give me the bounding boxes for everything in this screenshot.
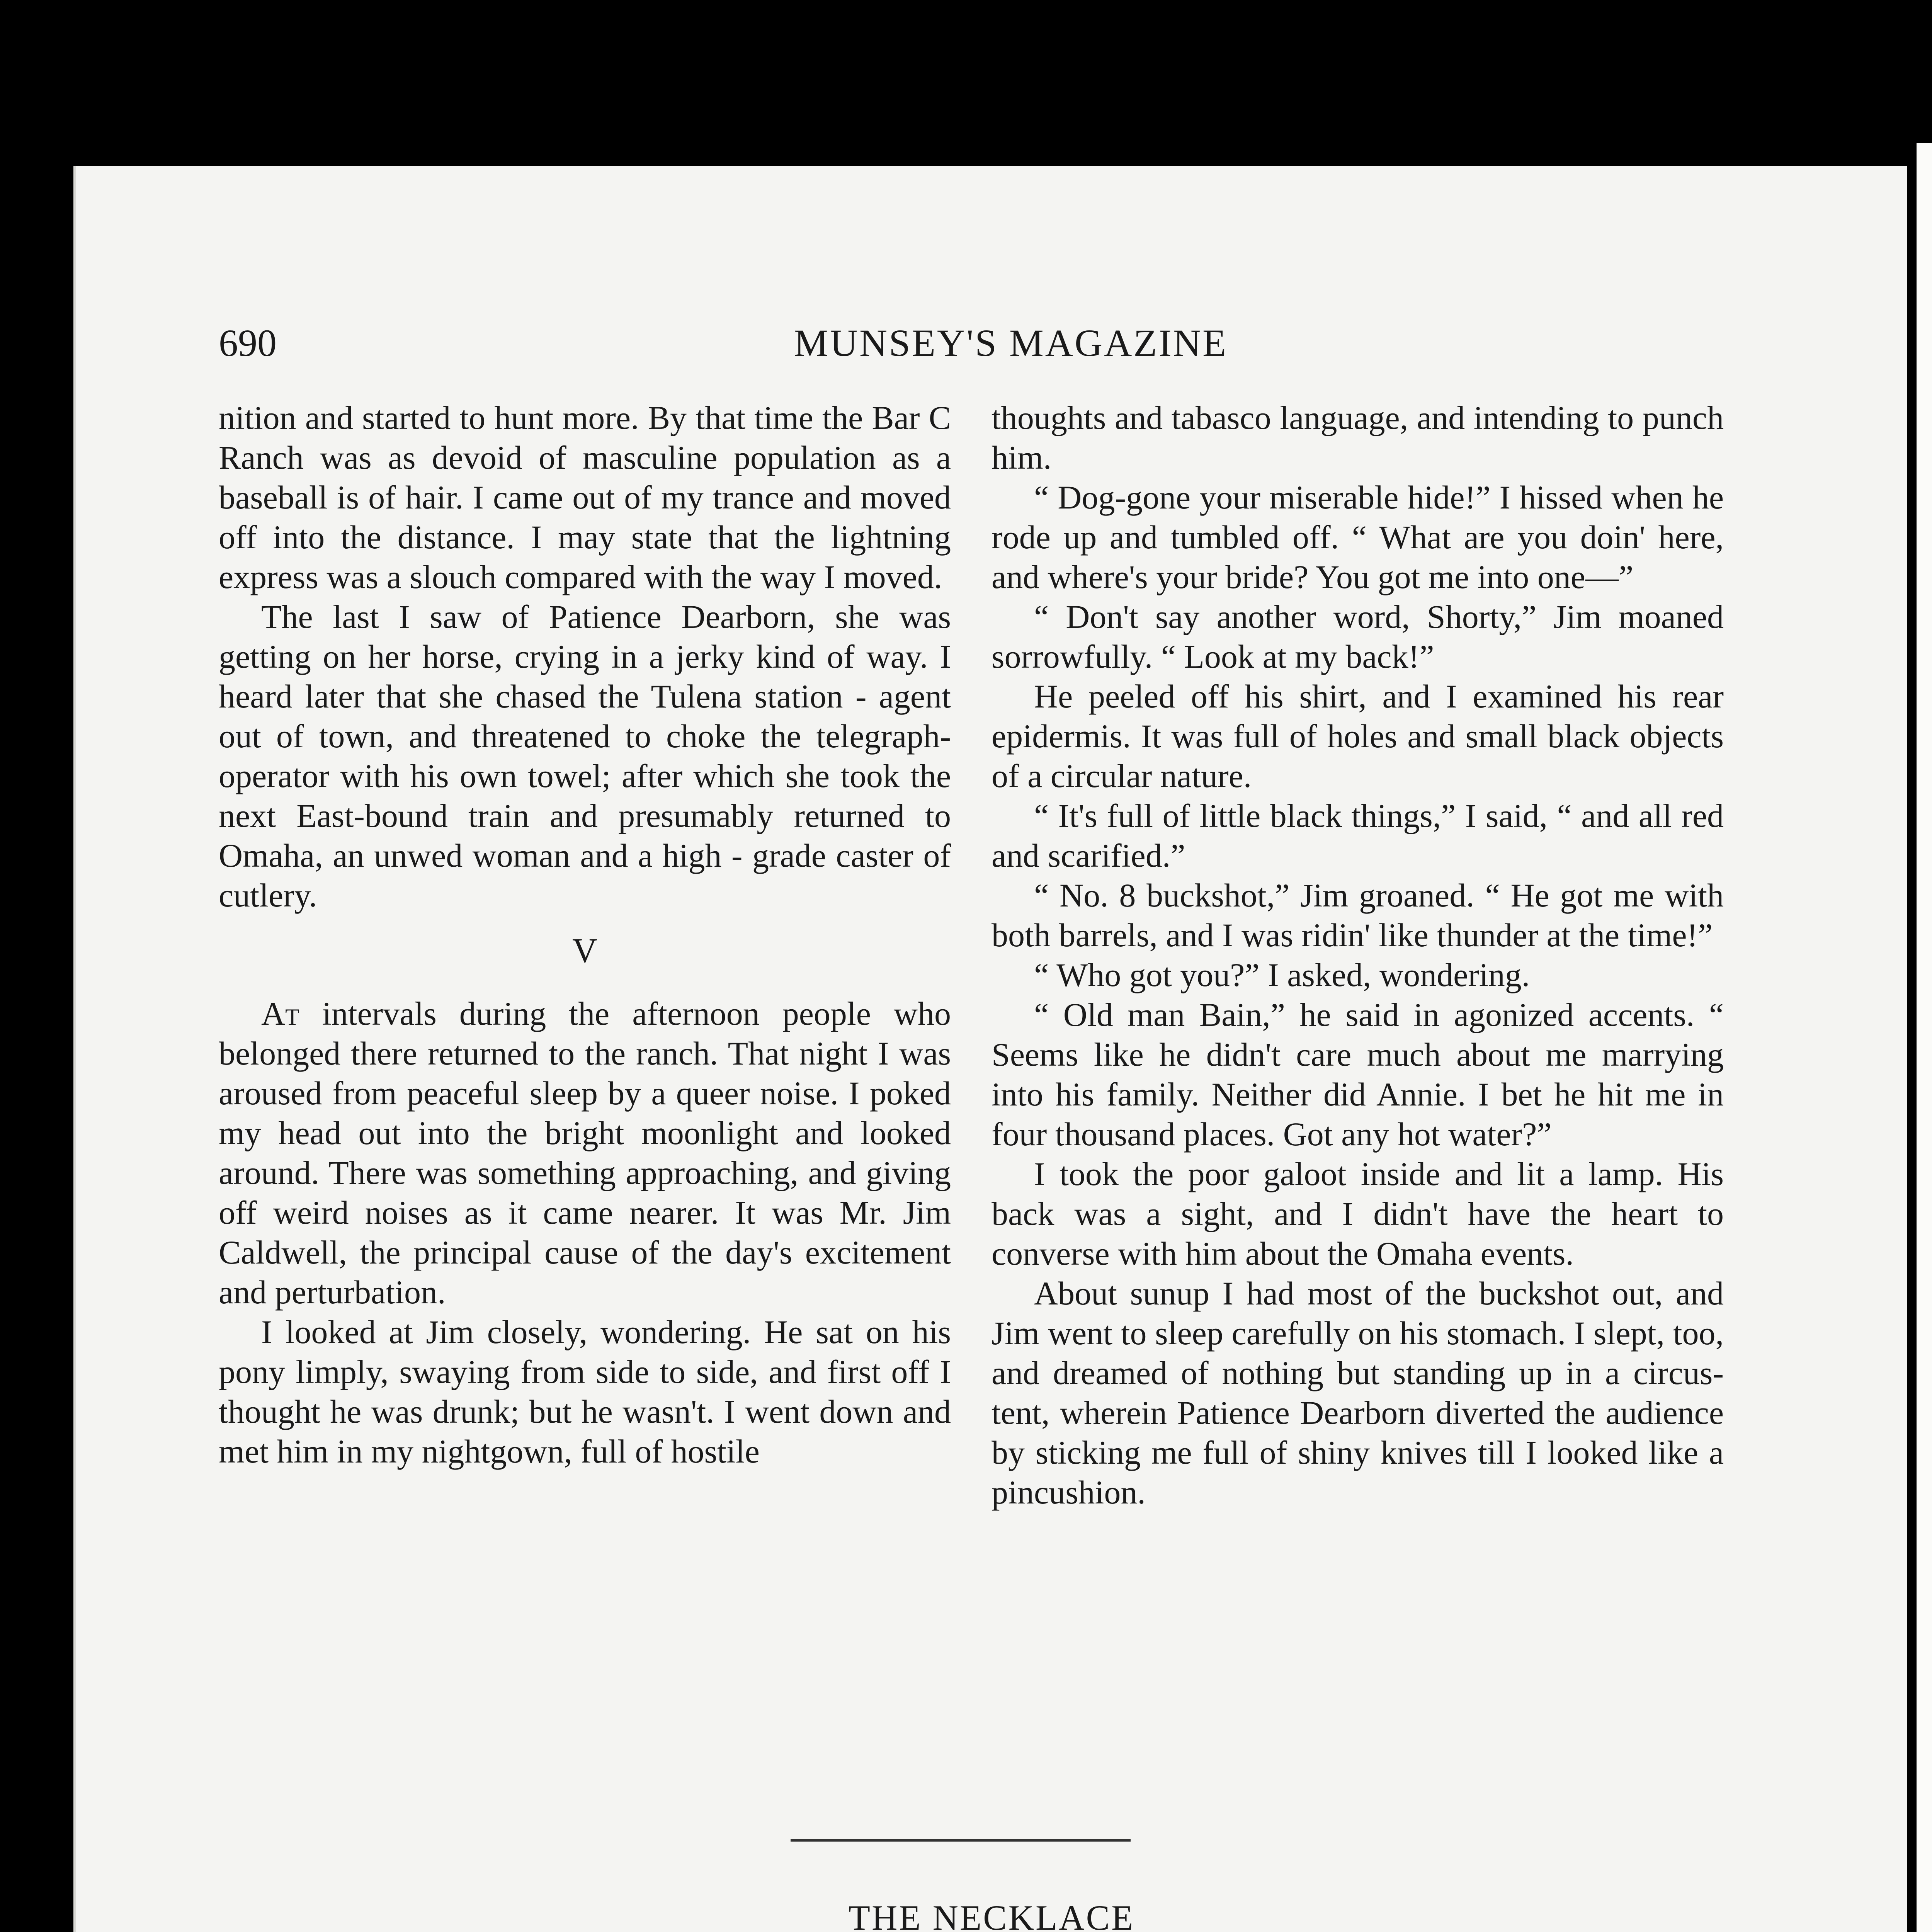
left-column <box>219 398 951 1471</box>
paragraph: About sunup I had most of the buckshot out, and Jim went to sleep carefully on his stomach. I slept, too, and dreamed of nothing but standing up in a circus-tent, wherein Patience Dearborn diverted the audience by sticking me full of shiny knives till I looked like a pincushion. <box>992 1275 1724 1511</box>
drop-lead-word: At <box>261 995 299 1032</box>
poem-title: THE NECKLACE <box>848 1898 1135 1932</box>
paragraph: “ Dog-gone your miserable hide!” I hissed when he rode up and tumbled off. “ What are you doin' here, and where's your bride? You got me into one—” <box>992 479 1724 595</box>
paragraph: “ Who got you?” I asked, wondering. <box>1034 956 1530 993</box>
paragraph: “ No. 8 buckshot,” Jim groaned. “ He got me with both barrels, and I was ridin' like thunder at the time!” <box>992 877 1724 954</box>
paragraph: “ Don't say another word, Shorty,” Jim moaned sorrowfully. “ Look at my back!” <box>992 598 1724 675</box>
paragraph: He peeled off his shirt, and I examined his rear epidermis. It was full of holes and small black objects of a circular nature. <box>992 678 1724 794</box>
paragraph: thoughts and tabasco language, and intending to punch him. <box>992 399 1724 476</box>
section-heading: V <box>572 932 597 970</box>
paragraph: I looked at Jim closely, wondering. He sat on his pony limply, swaying from side to side, and first off I thought he was drunk; but he wasn't. I went down and met him in my nightgown, full of hostile <box>219 1313 951 1470</box>
magazine-page <box>73 166 1907 1932</box>
right-column <box>992 398 1724 1512</box>
adjacent-page-edge <box>1917 143 1932 1932</box>
running-head <box>219 321 1803 375</box>
paragraph: “ It's full of little black things,” I said, “ and all red and scarified.” <box>992 797 1724 874</box>
paragraph: nition and started to hunt more. By that time the Bar C Ranch was as devoid of masculine population as a baseball is of hair. I came out of my trance and moved off into the distance. I may state that the lightning express was a slouch compared with the way I moved. <box>219 399 951 595</box>
divider-rule <box>791 1839 1131 1842</box>
paragraph: The last I saw of Patience Dearborn, she was getting on her horse, crying in a jerky kind of way. I heard later that she chased the Tulena station - agent out of town, and threatened to choke the telegraph-operator with his own towel; after which she took the next East-bound train and presumably returned to Omaha, an unwed woman and a high - grade caster of cutlery. <box>219 598 951 914</box>
magazine-title: MUNSEY'S MAGAZINE <box>794 321 1228 364</box>
paragraph <box>219 994 951 1312</box>
page-number: 690 <box>219 321 277 364</box>
paragraph: “ Old man Bain,” he said in agonized accents. “ Seems like he didn't care much about me marrying into his family. Neither did Annie. I bet he hit me in four thousand places. Got any hot water?” <box>992 996 1724 1153</box>
paragraph: I took the poor galoot inside and lit a lamp. His back was a sight, and I didn't have the heart to converse with him about the Omaha events. <box>992 1155 1724 1272</box>
paragraph-text: intervals during the afternoon people who belonged there returned to the ranch. That night I was aroused from peaceful sleep by a queer noise. I poked my head out into the bright moonlight and looked around. There was something approaching, and giving off weird noises as it came nearer. It was Mr. Jim Caldwell, the principal cause of the day's excitement and perturbation. <box>219 995 951 1311</box>
